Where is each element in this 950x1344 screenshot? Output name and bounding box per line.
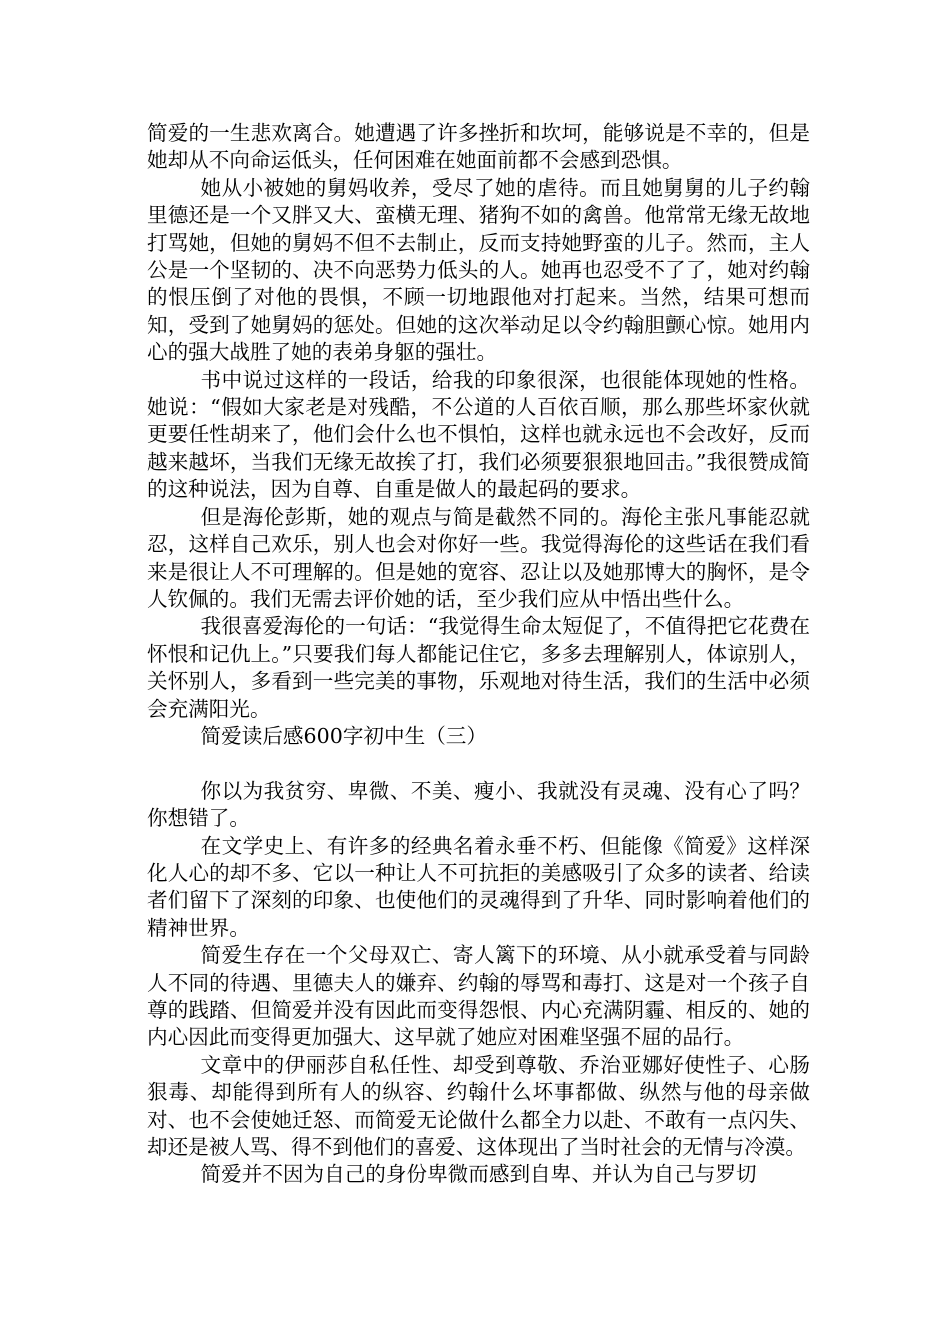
paragraph-9: 文章中的伊丽莎自私任性、却受到尊敬、乔治亚娜好使性子、心肠狠毒、却能得到所有人的纵容、约翰什么坏事都做、纵然与他的母亲做对、也不会使她迁怒、而简爱无论做什么都全力以赴、不敢有一点闪失、却还是被人骂、得不到他们的喜爱、这体现出了当时社会的无情与冷漠。: [147, 1052, 810, 1160]
paragraph-3: 书中说过这样的一段话，给我的印象很深，也很能体现她的性格。她说：“假如大家老是对残酷，不公道的人百依百顺，那么那些坏家伙就更要任性胡来了，他们会什么也不惧怕，这样也就永远也不会改好，反而越来越坏，当我们无缘无故挨了打，我们必须要狠狠地回击。”我很赞成简的这种说法，因为自尊、自重是做人的最起码的要求。: [147, 367, 810, 502]
document-page: [147, 120, 810, 1189]
paragraph-10: 简爱并不因为自己的身份卑微而感到自卑、并认为自己与罗切: [200, 1162, 757, 1187]
paragraph-2: 她从小被她的舅妈收养，受尽了她的虐待。而且她舅舅的儿子约翰里德还是一个又胖又大、蛮横无理、猪狗不如的禽兽。他常常无缘无故地打骂她，但她的舅妈不但不去制止，反而支持她野蛮的儿子。然而，主人公是一个坚韧的、决不向恶势力低头的人。她再也忍受不了了，她对约翰的恨压倒了对他的畏惧，不顾一切地跟他对打起来。当然，结果可想而知，受到了她舅妈的惩处。但她的这次举动足以令约翰胆颤心惊。她用内心的强大战胜了她的表弟身躯的强壮。: [147, 175, 810, 365]
paragraph-1: 简爱的一生悲欢离合。她遭遇了许多挫折和坎坷，能够说是不幸的，但是她却从不向命运低头，任何困难在她面前都不会感到恐惧。: [147, 121, 810, 173]
paragraph-6: 你以为我贫穷、卑微、不美、瘦小、我就没有灵魂、没有心了吗？你想错了。: [147, 778, 810, 831]
paragraph-8: 简爱生存在一个父母双亡、寄人篱下的环境、从小就承受着与同龄人不同的待遇、里德夫人的嫌弃、约翰的辱骂和毒打、这是对一个孩子自尊的践踏、但简爱并没有因此而变得怨恨、内心充满阴霾、相反的、她的内心因此而变得更加强大、这早就了她应对困难坚强不屈的品行。: [147, 943, 810, 1050]
paragraph-7: 在文学史上、有许多的经典名着永垂不朽、但能像《简爱》这样深化人心的却不多、它以一种让人不可抗拒的美感吸引了众多的读者、给读者们留下了深刻的印象、也使他们的灵魂得到了升华、同时影响着他们的精神世界。: [147, 833, 810, 940]
paragraph-4: 但是海伦彭斯，她的观点与简是截然不同的。海伦主张凡事能忍就忍，这样自己欢乐，别人也会对你好一些。我觉得海伦的这些话在我们看来是很让人不可理解的。但是她的宽容、忍让以及她那博大的胸怀，是令人钦佩的。我们无需去评价她的话，至少我们应从中悟出些什么。: [147, 504, 810, 611]
paragraph-5: 我很喜爱海伦的一句话：“我觉得生命太短促了，不值得把它花费在怀恨和记仇上。”只要我们每人都能记住它，多多去理解别人，体谅别人，关怀别人，多看到一些完美的事物，乐观地对待生活，我们的生活中必须会充满阳光。: [147, 614, 810, 721]
section-heading: 简爱读后感600字初中生（三）: [200, 723, 487, 748]
